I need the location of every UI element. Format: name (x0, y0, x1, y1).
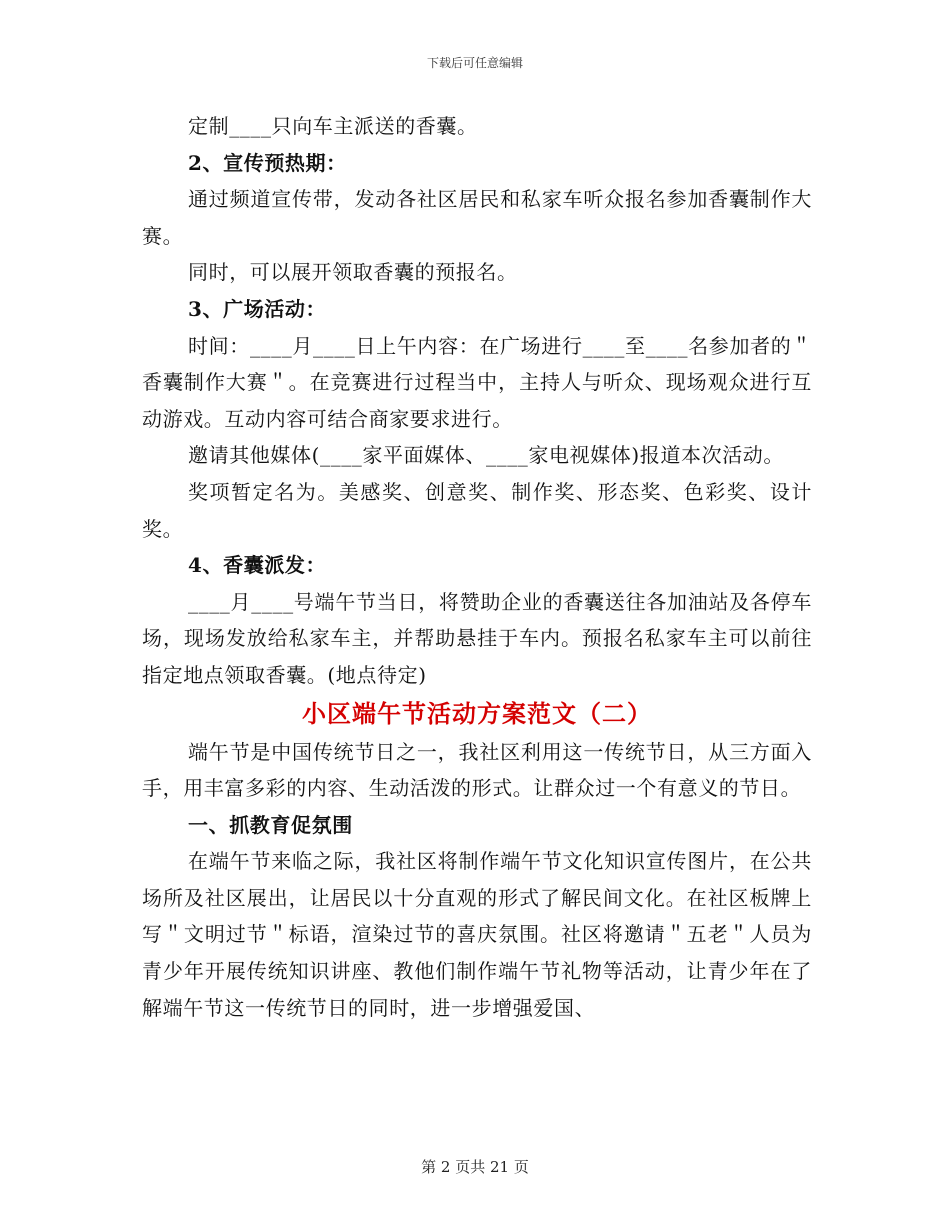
paragraph: 端午节是中国传统节日之一，我社区利用这一传统节日，从三方面入手，用丰富多彩的内容、生动活泼的形式。让群众过一个有意义的节日。 (142, 739, 812, 801)
paragraph: 时间：____月____日上午内容：在广场进行____至____名参加者的＂香囊制作大赛＂。在竞赛进行过程当中，主持人与听众、现场观众进行互动游戏。互动内容可结合商家要求进行。 (142, 333, 812, 431)
document-title: 小区端午节活动方案范文（二） (302, 698, 652, 728)
paragraph: ____月____号端午节当日，将赞助企业的香囊送往各加油站及各停车场，现场发放给私家车主，并帮助悬挂于车内。预报名私家车主可以前往指定地点领取香囊。(地点待定) (142, 589, 812, 687)
paragraph: 邀请其他媒体(____家平面媒体、____家电视媒体)报道本次活动。 (188, 443, 785, 468)
paragraph: 奖项暂定名为。美感奖、创意奖、制作奖、形态奖、色彩奖、设计奖。 (142, 479, 812, 541)
page-footer: 第 2 页共 21 页 (421, 1158, 529, 1176)
section-heading: 2、宣传预热期： (188, 150, 347, 175)
document-body (142, 108, 812, 1026)
paragraph: 在端午节来临之际，我社区将制作端午节文化知识宣传图片，在公共场所及社区展出，让居民以十分直观的形式了解民间文化。在社区板牌上写＂文明过节＂标语，渲染过节的喜庆氛围。社区将邀请＂五老＂人员为青少年开展传统知识讲座、教他们制作端午节礼物等活动，让青少年在了解端午节这一传统节日的同时，进一步增强爱国、 (142, 849, 812, 1020)
paragraph: 定制____只向车主派送的香囊。 (188, 114, 478, 138)
section-heading: 4、香囊派发： (188, 553, 327, 578)
section-heading: 一、抓教育促氛围 (188, 812, 353, 837)
page-header: 下载后可任意编辑 (426, 56, 523, 70)
paragraph: 通过频道宣传带，发动各社区居民和私家车听众报名参加香囊制作大赛。 (142, 187, 812, 248)
paragraph: 同时，可以展开领取香囊的预报名。 (188, 260, 518, 285)
section-heading: 3、广场活动： (188, 296, 327, 321)
